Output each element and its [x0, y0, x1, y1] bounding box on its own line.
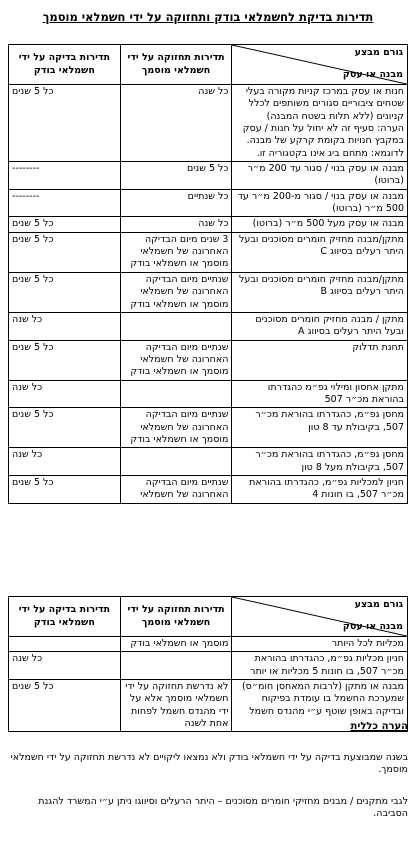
maintenance-cell: שנתיים מיום הבדיקה האחרונה של חשמלאי מוסמך או חשמלאי בודק: [120, 340, 232, 380]
inspection-cell: כל 5 שנים: [9, 272, 121, 312]
maintenance-cell: מוסמך או חשמלאי בודק: [120, 637, 232, 652]
table-2-body: [9, 637, 408, 732]
frequency-table-2: [8, 596, 408, 732]
inspection-cell: --------: [9, 189, 121, 217]
table-row: [9, 448, 408, 476]
table-row: [9, 680, 408, 732]
table-row: [9, 340, 408, 380]
table-row: [9, 652, 408, 680]
header-maintenance: תדירות תחזוקה על ידי חשמלאי מוסמך: [120, 45, 232, 85]
source-cell: מבנה או מתקן (לרבות המאחסן חומ״ס) שמערכת החשמל בו עומדת בפיקוח ובדיקה באופן שוטף ע״י מהנדס חשמל: [232, 680, 408, 732]
maintenance-cell: שנתיים מיום הבדיקה האחרונה של חשמלאי: [120, 475, 232, 503]
table-row: [9, 312, 408, 340]
inspection-cell: כל 5 שנים: [9, 232, 121, 272]
maintenance-cell: כל שנתיים: [120, 189, 232, 217]
header-source-diagonal: [232, 597, 408, 637]
maintenance-cell: לא נדרשת תחזוקה על ידי חשמלאי מוסמך אלא על ידי מהנדס חשמל לפחות אחת לשנה: [120, 680, 232, 732]
source-cell: מתקן/מבנה מחזיק חומרים מסוכנים ובעל היתר רעלים בסיווג C: [232, 232, 408, 272]
maintenance-cell: [120, 380, 232, 408]
inspection-cell: כל 5 שנים: [9, 680, 121, 732]
table-row: [9, 380, 408, 408]
source-cell: חניון מכליות גפ״מ, כהגדרתו בהוראת מכ״ר 507, בו חונות 5 מכליות או יותר: [232, 652, 408, 680]
inspection-cell: כל 5 שנים: [9, 217, 121, 232]
source-cell: מתקן/מבנה מחזיק חומרים מסוכנים ובעל היתר רעלים בסיווג B: [232, 272, 408, 312]
inspection-cell: כל שנה: [9, 448, 121, 476]
inspection-cell: כל 5 שנים: [9, 475, 121, 503]
header-inspection: תדירות בדיקה על ידי חשמלאי בודק: [9, 45, 121, 85]
header-section: מבנה או עסק: [342, 620, 403, 632]
header-inspection: תדירות בדיקה על ידי חשמלאי בודק: [9, 597, 121, 637]
maintenance-cell: כל שנה: [120, 217, 232, 232]
header-maintenance: תדירות תחזוקה על ידי חשמלאי מוסמך: [120, 597, 232, 637]
source-cell: מבנה או עסק מעל 500 מ״ר (ברוטו): [232, 217, 408, 232]
table-row: [9, 189, 408, 217]
maintenance-cell: [120, 448, 232, 476]
table-row: [9, 272, 408, 312]
table-row: [9, 162, 408, 190]
maintenance-cell: שנתיים מיום הבדיקה האחרונה של חשמלאי מוסמך או חשמלאי בודק: [120, 408, 232, 448]
source-cell: מחסן גפ״מ, כהגדרתו בהוראת מכ״ר 507, בקיבולת עד 8 טון: [232, 408, 408, 448]
maintenance-cell: [120, 652, 232, 680]
frequency-table-1: [8, 44, 408, 504]
inspection-cell: כל 5 שנים: [9, 408, 121, 448]
note-paragraph-1: בשנה שמבוצעת בדיקה על ידי חשמלאי בודק ולא נמצאו ליקויים לא נדרשת תחזוקה על ידי חשמלאי מוסמך.: [10, 752, 408, 776]
source-cell: חניון למכליות גפ״מ, כהגדרתו בהוראת מכ״ר 507, בו חונות 4: [232, 475, 408, 503]
header-source: גורם מבצע: [354, 599, 403, 610]
maintenance-cell: כל שנה: [120, 85, 232, 162]
table-row: [9, 85, 408, 162]
maintenance-cell: [120, 312, 232, 340]
inspection-cell: [9, 637, 121, 652]
maintenance-cell: שנתיים מיום הבדיקה האחרונה של חשמלאי מוסמך או חשמלאי בודק: [120, 272, 232, 312]
table-row: [9, 475, 408, 503]
table-row: [9, 408, 408, 448]
maintenance-cell: 3 שנים מיום הבדיקה האחרונה של חשמלאי מוסמך או חשמלאי בודק: [120, 232, 232, 272]
note-paragraph-2: לגבי מתקנים / מבנים מחזיקי חומרים מסוכנים – היתר הרעלים וסיווגו ניתן ע״י המשרד להגנת הסביבה.: [38, 796, 408, 820]
inspection-cell: כל שנה: [9, 312, 121, 340]
maintenance-cell: כל 5 שנים: [120, 162, 232, 190]
notes-title: הערה כללית: [350, 721, 408, 732]
source-cell: מבנה או עסק בנוי / סגור מ-200 מ״ר עד 500 מ״ר (ברוטו): [232, 189, 408, 217]
inspection-cell: כל שנה: [9, 652, 121, 680]
inspection-cell: --------: [9, 162, 121, 190]
source-cell: מתקן / מבנה מחזיק חומרים מסוכנים ובעל היתר רעלים בסיווג A: [232, 312, 408, 340]
page-title: תדירות בדיקת לחשמלאי בודק ותחזוקה על ידי חשמלאי מוסמך: [42, 10, 374, 24]
source-cell: תחנת תדלוק: [232, 340, 408, 380]
inspection-cell: כל שנה: [9, 380, 121, 408]
table-row: [9, 232, 408, 272]
source-cell: מבנה או עסק בנוי / סגור עד 200 מ״ר (ברוטו): [232, 162, 408, 190]
table-row: [9, 217, 408, 232]
header-source-diagonal: [232, 45, 408, 85]
source-cell: מתקן אחסון ומילוי גפ״מ כהגדרתו בהוראת מכ״ר 507: [232, 380, 408, 408]
table-row: [9, 637, 408, 652]
source-cell: חנות או עסק במרכז קניות מקורה בעלי שטחים ציבוריים סגורים משותפים לכלל קניונים (ללא תלות בשטח המבנה) הערה: סעיף זה לא יחול על חנות / עסק במקבץ חנויות בקומת קרקע של מבנה. לדוגמא: מתחם ביג אינו בקטגוריה זו.: [232, 85, 408, 162]
inspection-cell: כל 5 שנים: [9, 85, 121, 162]
inspection-cell: כל 5 שנים: [9, 340, 121, 380]
header-section: מבנה או עסק: [342, 68, 403, 80]
header-source: גורם מבצע: [354, 47, 403, 58]
source-cell: מחסן גפ״מ, כהגדרתו בהוראת מכ״ר 507, בקיבולת מעל 8 טון: [232, 448, 408, 476]
table-1-body: [9, 85, 408, 504]
source-cell: מכליות לכל היותר: [232, 637, 408, 652]
